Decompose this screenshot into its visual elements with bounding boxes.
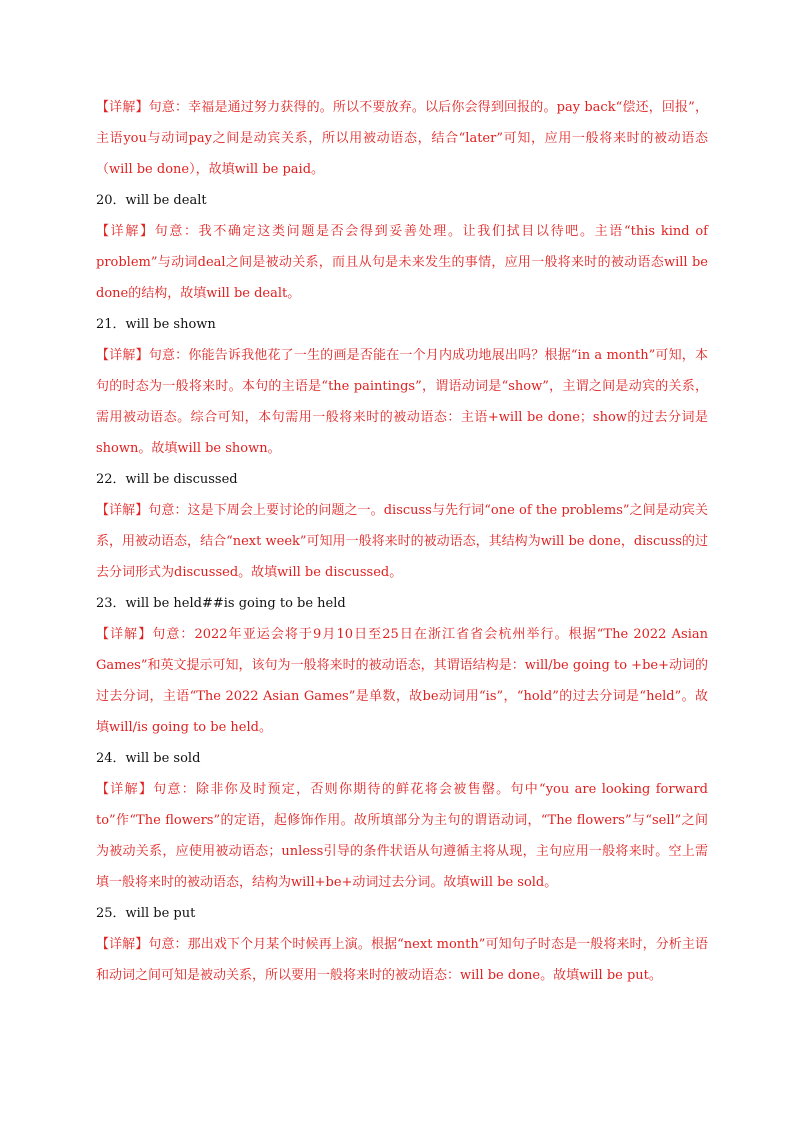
answer-21: 21．will be shown bbox=[96, 317, 216, 332]
explanation-22: 【详解】句意：这是下周会上要讨论的问题之一。discuss与先行词“one of the problems”之间是动宾关系，用被动语态，结合“next week”可知用一般将来时的被动语态，其结构为will be done，discuss的过去分词形式为discussed。故填will be discussed。 bbox=[96, 503, 708, 580]
answer-22: 22．will be discussed bbox=[96, 472, 238, 487]
answer-20: 20．will be dealt bbox=[96, 193, 207, 208]
explanation-19: 【详解】句意：幸福是通过努力获得的。所以不要放弃。以后你会得到回报的。pay back“偿还，回报”，主语you与动词pay之间是动宾关系，所以用被动语态，结合“later”可知，应用一般将来时的被动语态（will be done），故填will be paid。 bbox=[96, 100, 708, 177]
answer-25: 25．will be put bbox=[96, 906, 196, 921]
explanation-21: 【详解】句意：你能告诉我他花了一生的画是否能在一个月内成功地展出吗？根据“in a month”可知，本句的时态为一般将来时。本句的主语是“the paintings”，谓语动词是“show”，主谓之间是动宾的关系，需用被动语态。综合可知，本句需用一般将来时的被动语态：主语+will be done；show的过去分词是shown。故填will be shown。 bbox=[96, 348, 708, 456]
answer-23: 23．will be held##is going to be held bbox=[96, 596, 346, 611]
explanation-25: 【详解】句意：那出戏下个月某个时候再上演。根据“next month”可知句子时态是一般将来时，分析主语和动词之间可知是被动关系，所以要用一般将来时的被动语态：will be done。故填will be put。 bbox=[96, 937, 708, 983]
explanation-20: 【详解】句意：我不确定这类问题是否会得到妥善处理。让我们拭目以待吧。主语“this kind of problem”与动词deal之间是被动关系，而且从句是未来发生的事情，应用一般将来时的被动语态will be done的结构，故填will be dealt。 bbox=[96, 224, 708, 301]
answer-24: 24．will be sold bbox=[96, 751, 201, 766]
explanation-24: 【详解】句意：除非你及时预定，否则你期待的鲜花将会被售罄。句中“you are looking forward to”作“The flowers”的定语，起修饰作用。故所填部分为主句的谓语动词，“The flowers”与“sell”之间为被动关系，应使用被动语态；unless引导的条件状语从句遵循主将从现，主句应用一般将来时。空上需填一般将来时的被动语态，结构为will+be+动词过去分词。故填will be sold。 bbox=[96, 782, 708, 890]
answer-key-page bbox=[96, 92, 708, 991]
explanation-23: 【详解】句意：2022年亚运会将于9月10日至25日在浙江省省会杭州举行。根据“The 2022 Asian Games”和英文提示可知，该句为一般将来时的被动语态，其谓语结构是：will/be going to +be+动词的过去分词，主语“The 2022 Asian Games”是单数，故be动词用“is”，“hold”的过去分词是“held”。故填will/is going to be held。 bbox=[96, 627, 708, 735]
